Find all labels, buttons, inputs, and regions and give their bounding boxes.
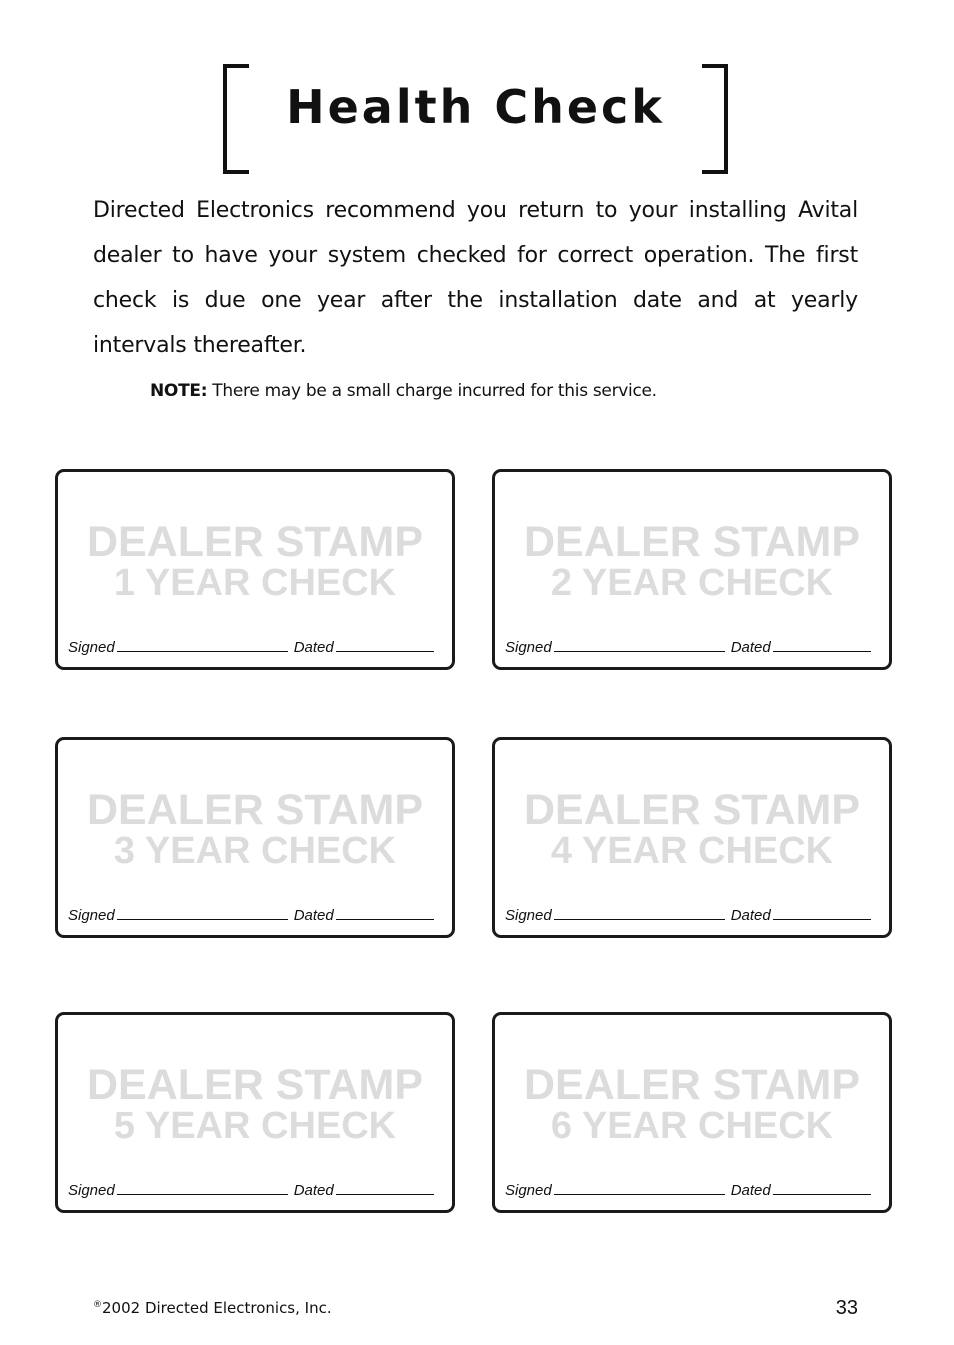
signed-line[interactable] [117,1182,288,1195]
signature-row [505,1182,871,1199]
page-number: 33 [835,1297,858,1319]
stamp-check: 1 YEAR CHECK [113,562,397,604]
dated-label: Dated [730,639,771,656]
stamp-check: 6 YEAR CHECK [550,1105,834,1147]
signed-label: Signed [505,907,552,924]
signature-row [505,907,871,924]
signed-line[interactable] [117,907,288,920]
dated-label: Dated [293,639,334,656]
note-label: NOTE: [150,381,208,401]
stamp-check: 4 YEAR CHECK [550,830,834,872]
signature-row [68,907,434,924]
stamp-check: 3 YEAR CHECK [113,830,397,872]
signed-line[interactable] [117,639,288,652]
signed-line[interactable] [554,907,725,920]
dated-line[interactable] [773,639,871,652]
stamp-check: 5 YEAR CHECK [113,1105,397,1147]
signed-label: Signed [68,639,115,656]
intro-paragraph: Directed Electronics recommend you return to your installing Avital dealer to have your system checked for correct operation. The first check is due one year after the installation date and at yearly intervals thereafter. [93,198,858,358]
page-title: Health Check [286,80,665,134]
note [150,381,657,401]
signed-line[interactable] [554,639,725,652]
signature-row [68,639,434,656]
signed-label: Signed [68,1182,115,1199]
dated-label: Dated [730,907,771,924]
stamp-title: DEALER STAMP [86,1061,424,1109]
dated-line[interactable] [336,1182,434,1195]
signature-row [505,639,871,656]
signed-label: Signed [505,639,552,656]
dated-line[interactable] [773,907,871,920]
registered-mark: ® [93,1300,102,1310]
dealer-stamp-box-5 [55,1012,455,1213]
signed-label: Signed [68,907,115,924]
signed-label: Signed [505,1182,552,1199]
dated-label: Dated [293,1182,334,1199]
stamp-check: 2 YEAR CHECK [550,562,834,604]
dated-line[interactable] [336,639,434,652]
copyright-notice [93,1299,332,1317]
dated-line[interactable] [336,907,434,920]
dealer-stamp-box-1 [55,469,455,670]
dealer-stamp-box-4 [492,737,892,938]
dealer-stamp-box-2 [492,469,892,670]
note-text: There may be a small charge incurred for this service. [212,381,657,401]
copyright-text: 2002 Directed Electronics, Inc. [102,1299,332,1317]
dealer-stamp-box-6 [492,1012,892,1213]
stamp-title: DEALER STAMP [86,786,424,834]
dated-label: Dated [293,907,334,924]
stamp-title: DEALER STAMP [523,1061,861,1109]
dealer-stamp-box-3 [55,737,455,938]
signature-row [68,1182,434,1199]
dated-label: Dated [730,1182,771,1199]
dated-line[interactable] [773,1182,871,1195]
signed-line[interactable] [554,1182,725,1195]
stamp-title: DEALER STAMP [523,786,861,834]
stamp-title: DEALER STAMP [523,518,861,566]
stamp-title: DEALER STAMP [86,518,424,566]
